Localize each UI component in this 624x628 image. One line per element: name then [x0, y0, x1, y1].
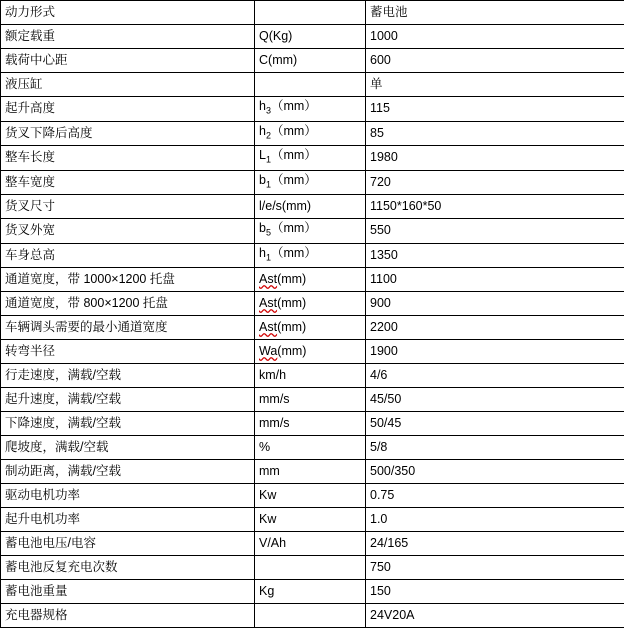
value-cell: 550	[366, 219, 624, 244]
unit-subscript: 5	[266, 228, 271, 238]
unit-subscript: 2	[266, 130, 271, 140]
unit-cell	[255, 219, 366, 244]
value-cell: 1150*160*50	[366, 195, 624, 219]
parameter-name-cell: 车身总高	[1, 243, 255, 268]
value-cell: 50/45	[366, 412, 624, 436]
value-cell: 1980	[366, 146, 624, 171]
parameter-name-cell: 转弯半径	[1, 340, 255, 364]
unit-cell	[255, 97, 366, 122]
table-row	[1, 460, 624, 484]
unit-cell	[255, 604, 366, 628]
value-cell: 600	[366, 49, 624, 73]
parameter-name-cell: 充电器规格	[1, 604, 255, 628]
table-row	[1, 412, 624, 436]
value-cell: 单	[366, 73, 624, 97]
value-cell: 85	[366, 121, 624, 146]
unit-cell: l/e/s(mm)	[255, 195, 366, 219]
table-row	[1, 556, 624, 580]
table-row	[1, 316, 624, 340]
unit-cell: mm	[255, 460, 366, 484]
parameter-name-cell: 载荷中心距	[1, 49, 255, 73]
table-row	[1, 436, 624, 460]
unit-symbol: b	[259, 173, 266, 187]
parameter-name-cell: 通道宽度，带 800×1200 托盘	[1, 292, 255, 316]
table-row	[1, 195, 624, 219]
unit-cell	[255, 1, 366, 25]
unit-subscript: 3	[266, 106, 271, 116]
table-row	[1, 292, 624, 316]
unit-subscript: 1	[266, 252, 271, 262]
parameter-name-cell: 起升电机功率	[1, 508, 255, 532]
parameter-name-cell: 货叉尺寸	[1, 195, 255, 219]
value-cell: 720	[366, 170, 624, 195]
unit-cell: mm/s	[255, 388, 366, 412]
unit-symbol: Ast	[259, 272, 277, 286]
unit-symbol: Ast	[259, 296, 277, 310]
unit-cell	[255, 340, 366, 364]
table-row	[1, 364, 624, 388]
table-row	[1, 1, 624, 25]
unit-subscript: 1	[266, 155, 271, 165]
parameter-name-cell: 货叉外宽	[1, 219, 255, 244]
unit-cell: mm/s	[255, 412, 366, 436]
unit-cell	[255, 170, 366, 195]
unit-cell	[255, 292, 366, 316]
table-row	[1, 508, 624, 532]
value-cell: 900	[366, 292, 624, 316]
table-row	[1, 121, 624, 146]
table-row	[1, 340, 624, 364]
parameter-name-cell: 下降速度，满载/空载	[1, 412, 255, 436]
value-cell: 45/50	[366, 388, 624, 412]
unit-suffix: （mm）	[271, 246, 317, 260]
unit-subscript: 1	[266, 179, 271, 189]
unit-suffix: (mm)	[277, 344, 306, 358]
unit-suffix: (mm)	[277, 272, 306, 286]
value-cell: 24V20A	[366, 604, 624, 628]
parameter-name-cell: 整车长度	[1, 146, 255, 171]
parameter-name-cell: 爬坡度，满载/空载	[1, 436, 255, 460]
value-cell: 0.75	[366, 484, 624, 508]
value-cell: 5/8	[366, 436, 624, 460]
parameter-name-cell: 车辆调头需要的最小通道宽度	[1, 316, 255, 340]
value-cell: 24/165	[366, 532, 624, 556]
parameter-name-cell: 驱动电机功率	[1, 484, 255, 508]
unit-symbol: Wa	[259, 344, 277, 358]
parameter-name-cell: 行走速度，满载/空载	[1, 364, 255, 388]
unit-cell	[255, 556, 366, 580]
value-cell: 115	[366, 97, 624, 122]
unit-cell: C(mm)	[255, 49, 366, 73]
parameter-name-cell: 制动距离，满载/空载	[1, 460, 255, 484]
table-row	[1, 604, 624, 628]
unit-symbol: b	[259, 221, 266, 235]
unit-suffix: (mm)	[277, 296, 306, 310]
unit-symbol: Ast	[259, 320, 277, 334]
value-cell: 750	[366, 556, 624, 580]
unit-suffix: （mm）	[271, 148, 317, 162]
unit-symbol: h	[259, 124, 266, 138]
parameter-name-cell: 整车宽度	[1, 170, 255, 195]
value-cell: 2200	[366, 316, 624, 340]
unit-suffix: （mm）	[271, 124, 317, 138]
unit-symbol: h	[259, 246, 266, 260]
value-cell: 500/350	[366, 460, 624, 484]
value-cell: 4/6	[366, 364, 624, 388]
value-cell: 1100	[366, 268, 624, 292]
parameter-name-cell: 蓄电池电压/电容	[1, 532, 255, 556]
parameter-name-cell: 起升速度，满载/空载	[1, 388, 255, 412]
parameter-name-cell: 液压缸	[1, 73, 255, 97]
table-row	[1, 268, 624, 292]
unit-cell	[255, 268, 366, 292]
table-row	[1, 170, 624, 195]
unit-cell: Q(Kg)	[255, 25, 366, 49]
unit-cell	[255, 243, 366, 268]
unit-cell: V/Ah	[255, 532, 366, 556]
unit-cell	[255, 146, 366, 171]
parameter-name-cell: 货叉下降后高度	[1, 121, 255, 146]
unit-suffix: （mm）	[271, 99, 317, 113]
unit-suffix: （mm）	[271, 173, 317, 187]
unit-cell	[255, 73, 366, 97]
unit-cell	[255, 121, 366, 146]
parameter-name-cell: 额定载重	[1, 25, 255, 49]
unit-cell: Kw	[255, 484, 366, 508]
value-cell: 1.0	[366, 508, 624, 532]
value-cell: 1900	[366, 340, 624, 364]
table-row	[1, 219, 624, 244]
table-row	[1, 146, 624, 171]
unit-symbol: L	[259, 148, 266, 162]
parameter-name-cell: 动力形式	[1, 1, 255, 25]
table-row	[1, 73, 624, 97]
table-row	[1, 49, 624, 73]
unit-cell: km/h	[255, 364, 366, 388]
table-row	[1, 532, 624, 556]
unit-cell: Kg	[255, 580, 366, 604]
unit-cell: %	[255, 436, 366, 460]
unit-cell: Kw	[255, 508, 366, 532]
table-body	[1, 1, 624, 628]
value-cell: 1350	[366, 243, 624, 268]
parameter-name-cell: 蓄电池反复充电次数	[1, 556, 255, 580]
parameter-name-cell: 起升高度	[1, 97, 255, 122]
table-row	[1, 25, 624, 49]
value-cell: 蓄电池	[366, 1, 624, 25]
table-row	[1, 580, 624, 604]
table-row	[1, 484, 624, 508]
table-row	[1, 243, 624, 268]
table-row	[1, 388, 624, 412]
unit-suffix: （mm）	[271, 221, 317, 235]
unit-symbol: h	[259, 99, 266, 113]
unit-suffix: (mm)	[277, 320, 306, 334]
parameter-name-cell: 通道宽度，带 1000×1200 托盘	[1, 268, 255, 292]
table-row	[1, 97, 624, 122]
unit-cell	[255, 316, 366, 340]
value-cell: 150	[366, 580, 624, 604]
value-cell: 1000	[366, 25, 624, 49]
parameter-name-cell: 蓄电池重量	[1, 580, 255, 604]
